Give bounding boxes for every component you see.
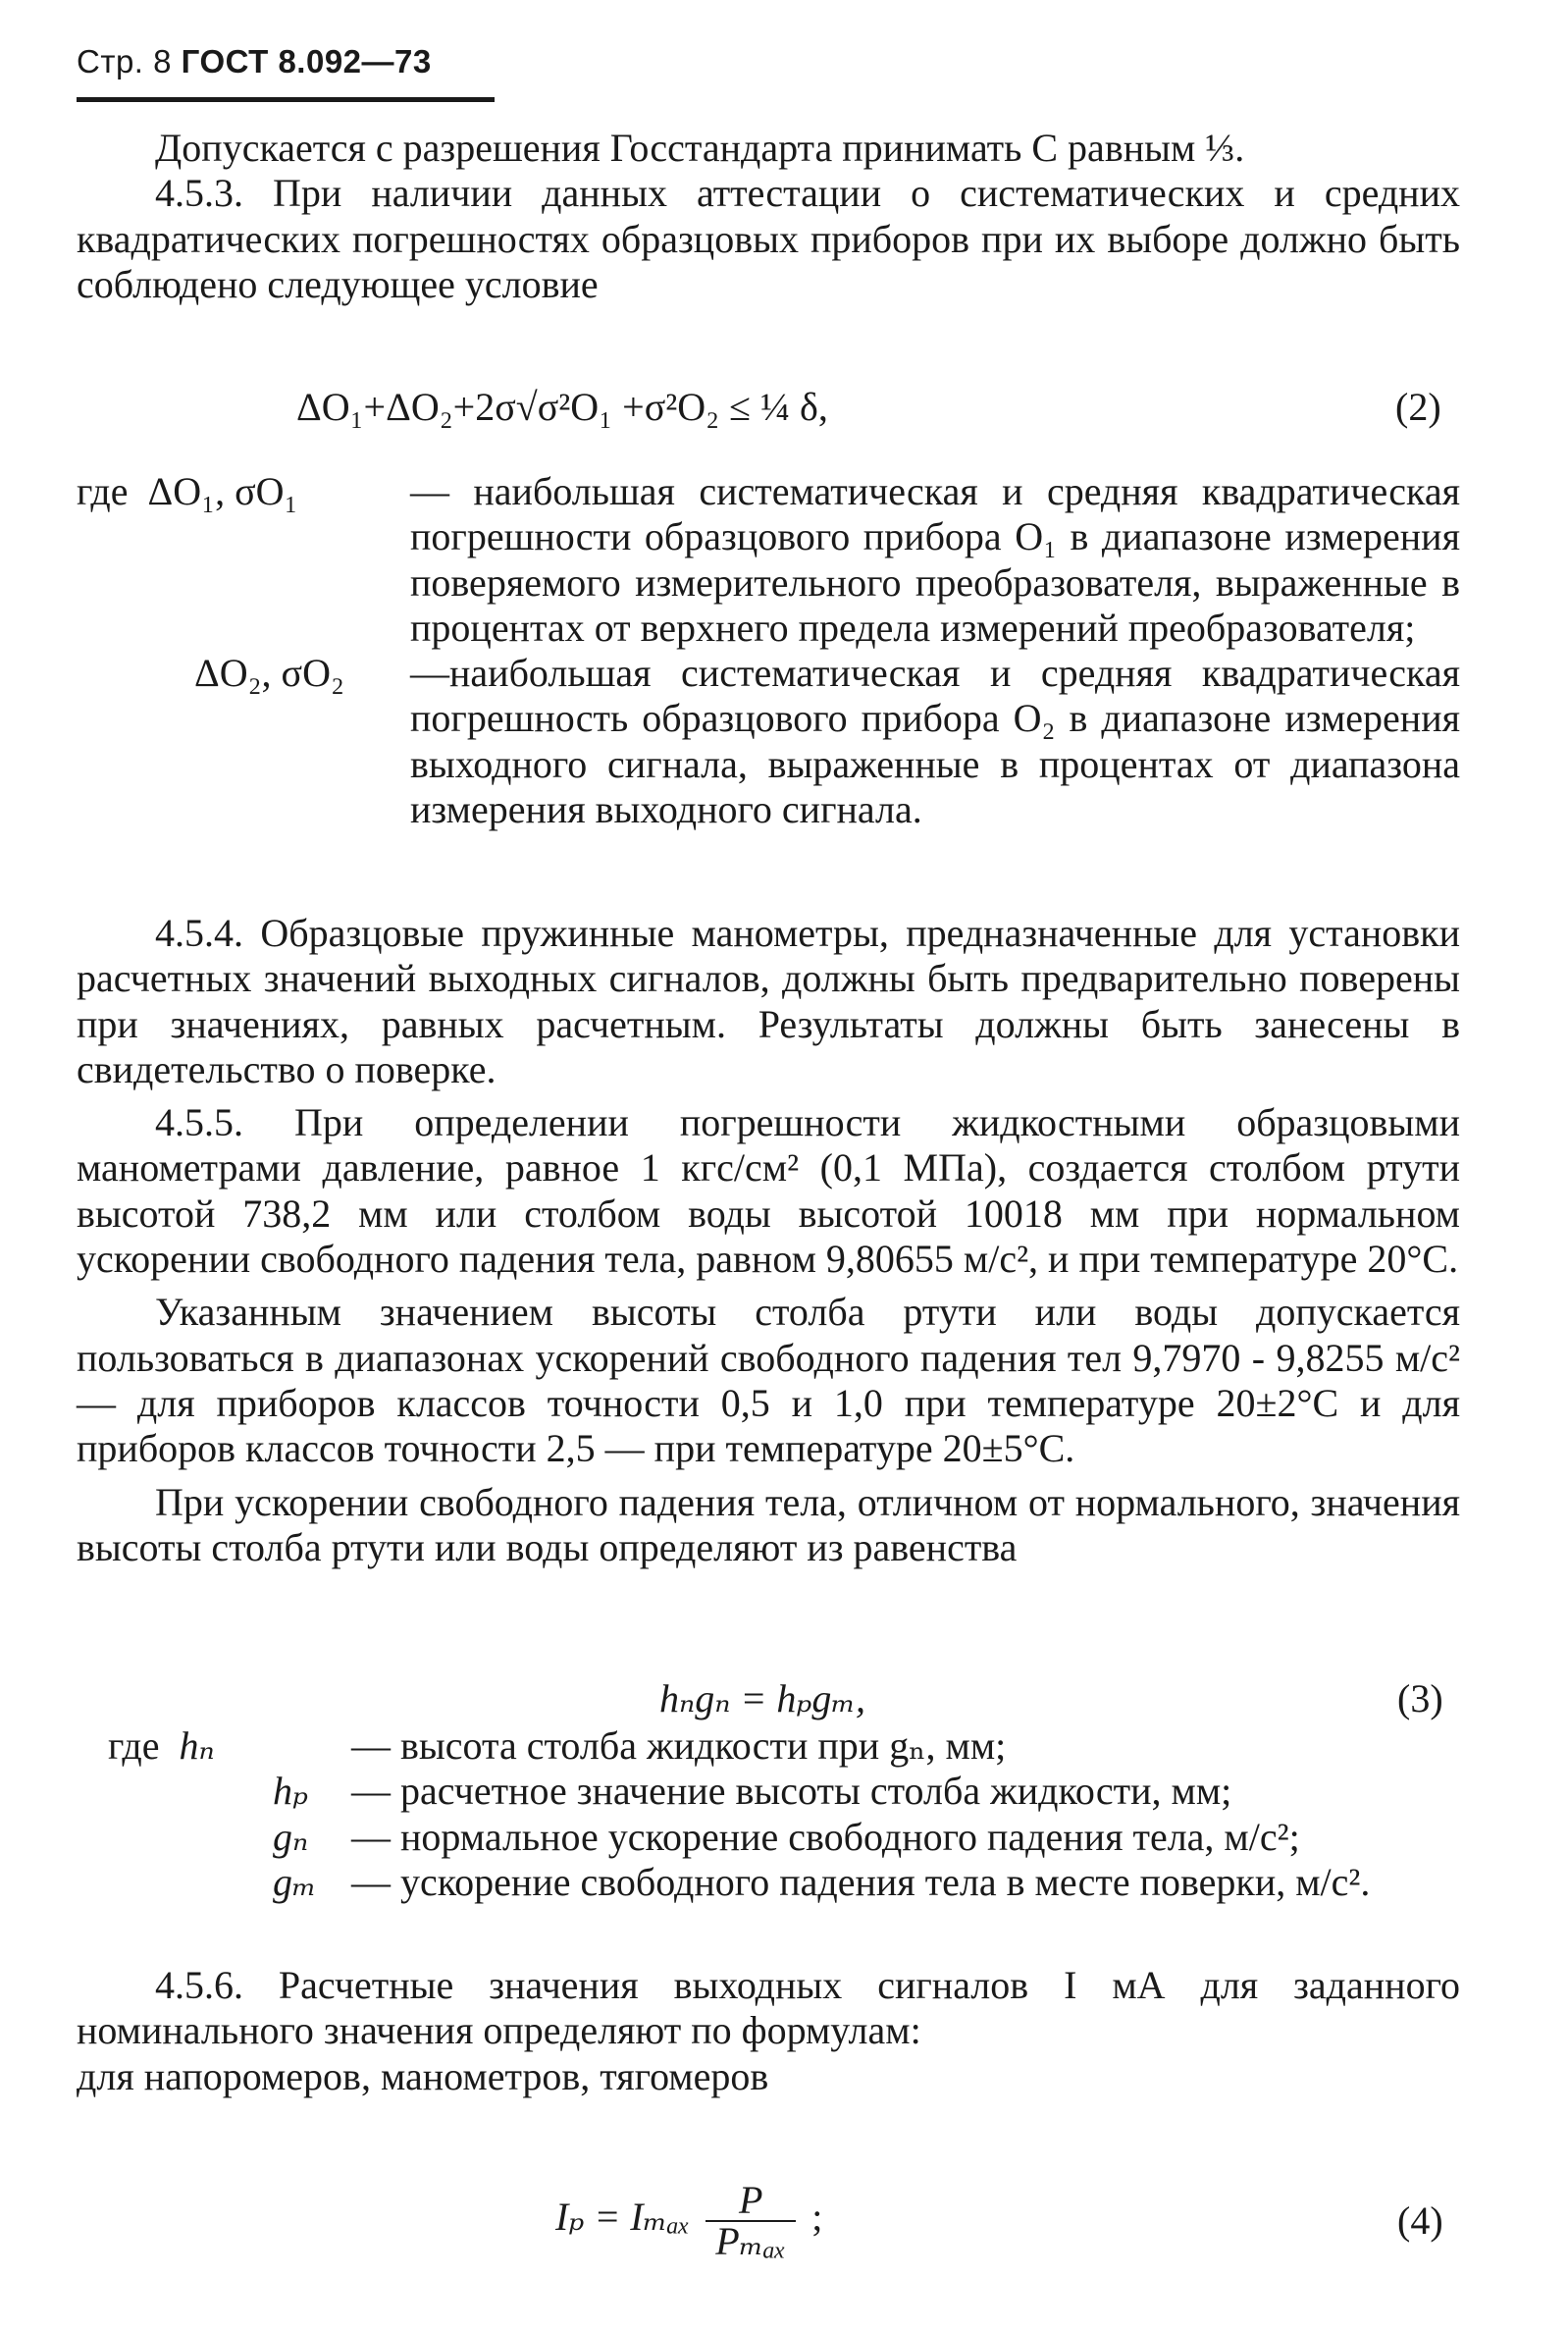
text-block-3 xyxy=(77,1963,1460,2099)
page-label: Стр. 8 xyxy=(77,43,172,79)
definition-item xyxy=(77,1769,1460,1814)
definition-item xyxy=(77,1815,1460,1860)
definition-text: — нормальное ускорение свободного падения тела, м/с²; xyxy=(351,1814,1300,1859)
definition-symbol: где ΔO₁, σO₁ xyxy=(77,469,298,513)
definition-text: — наибольшая систематическая и средняя квадратическая погрешности образцового прибора O₁ в диапазоне измерения поверяемого измерительного преобразователя, выраженные в процентах от верхнего предела измерений преобразователя; xyxy=(410,469,1460,650)
text-block-2 xyxy=(77,911,1460,1570)
text-block-1 xyxy=(77,126,1460,307)
definition-symbol: gₙ xyxy=(273,1814,309,1859)
definition-item xyxy=(77,469,1460,651)
formula-4-denominator: Pₘₐₓ xyxy=(715,2219,787,2263)
formula-4-number: (4) xyxy=(1397,2198,1443,2243)
definition-symbol: ΔO₂, σO₂ xyxy=(194,651,344,696)
definition-text: — высота столба жидкости при gₙ, мм; xyxy=(351,1723,1007,1768)
definition-item xyxy=(77,1723,1460,1769)
page-header xyxy=(77,43,432,80)
paragraph-4-5-3: 4.5.3. При наличии данных аттестации о систематических и средних квадратических погрешностях образцовых приборов при их выборе должно быть соблюдено следующее условие xyxy=(77,171,1460,306)
definition-text: — ускорение свободного падения тела в месте поверки, м/с². xyxy=(351,1859,1371,1904)
formula-4-fraction xyxy=(706,2178,796,2263)
formula-3-number: (3) xyxy=(1397,1676,1443,1720)
formula-3 xyxy=(659,1676,865,1721)
formula-4-numerator: P xyxy=(706,2181,796,2222)
paragraph-4-5-6: 4.5.6. Расчетные значения выходных сигналов I мА для заданного номинального значения определяют по формулам: xyxy=(77,1963,1460,2053)
definition-item xyxy=(77,651,1460,832)
formula-4-lhs: Iₚ = Iₘₐₓ xyxy=(555,2195,691,2240)
paragraph-indicated-values: Указанным значением высоты столба ртути или воды допускается пользоваться в диапазонах ускорений свободного падения тел 9,7970 - 9,8255 м/с² — для приборов классов точности 0,5 и 1,0 при температуре 20±2°С и для приборов классов точности 2,5 — при температуре 20±5°С. xyxy=(77,1290,1460,1471)
paragraph-4-5-5: 4.5.5. При определении погрешности жидкостными образцовыми манометрами давление, равное 1 кгс/см² (0,1 МПа), создается столбом ртути высотой 738,2 мм или столбом воды высотой 10018 мм при нормальном ускорении свободного падения тела, равном 9,80655 м/с², и при температуре 20°С. xyxy=(77,1100,1460,1282)
formula-4-tail: ; xyxy=(811,2195,823,2240)
definition-text: — расчетное значение высоты столба жидкости, мм; xyxy=(351,1769,1232,1814)
definitions-formula-3 xyxy=(77,1723,1460,1905)
definition-item xyxy=(77,1860,1460,1905)
definition-text: —наибольшая систематическая и средняя квадратическая погрешность образцового прибора O₂ в диапазоне измерения выходного сигнала, выраженные в процентах от диапазона измерения выходного сигнала. xyxy=(410,651,1460,832)
formula-2 xyxy=(296,385,828,430)
paragraph-4-5-4: 4.5.4. Образцовые пружинные манометры, предназначенные для установки расчетных значений выходных сигналов, должны быть предварительно поверены при значениях, равных расчетным. Результаты должны быть занесены в свидетельство о поверке. xyxy=(77,911,1460,1091)
paragraph-acceleration: При ускорении свободного падения тела, отличном от нормального, значения высоты столба ртути или воды определяют из равенства xyxy=(77,1479,1460,1569)
definition-symbol: gₘ xyxy=(273,1859,317,1904)
paragraph-allowance: Допускается с разрешения Госстандарта принимать C равным ⅓. xyxy=(155,126,1245,170)
formula-2-number: (2) xyxy=(1395,385,1441,429)
standard-designation: ГОСТ 8.092—73 xyxy=(181,43,432,79)
formula-3-expression: hₙgₙ = hₚgₘ, xyxy=(659,1676,865,1720)
header-rule xyxy=(77,97,495,102)
formula-4 xyxy=(555,2178,823,2263)
paragraph-for-instruments: для напоромеров, манометров, тягомеров xyxy=(77,2053,769,2098)
definitions-formula-2 xyxy=(77,469,1460,832)
definition-symbol: где hₙ xyxy=(108,1723,215,1768)
formula-2-expression: ΔO₁+ΔO₂+2σ√σ²O₁ +σ²O₂ ≤ ¼ δ, xyxy=(296,385,828,429)
definition-symbol: hₚ xyxy=(273,1769,308,1814)
